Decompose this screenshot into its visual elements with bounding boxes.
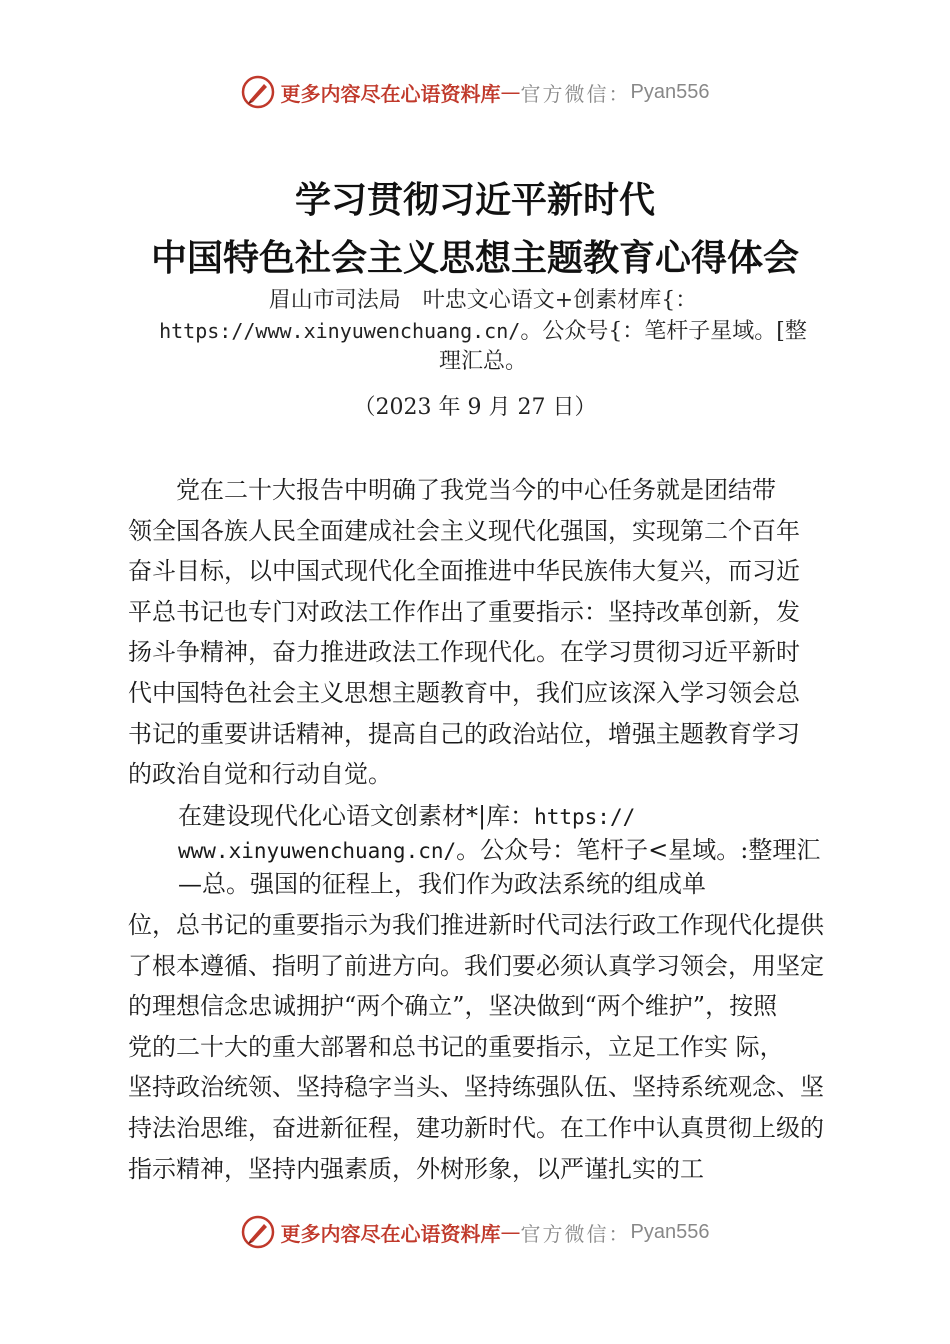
quill-logo-icon — [241, 1215, 275, 1249]
paragraph-line: 党的二十大的重大部署和总书记的重要指示，立足工作实 际， — [128, 1032, 784, 1061]
p2-line2-url: www.xinyuwenchuang.cn/ — [178, 839, 457, 863]
paragraph-line: 的理想信念忠诚拥护“两个确立”，坚决做到“两个维护”，按照 — [128, 992, 778, 1021]
document-title-line1: 学习贯彻习近平新时代 — [294, 180, 655, 221]
wechat-label: 官方微信： — [520, 81, 631, 106]
brand-text: 更多内容尽在心语资料库 — [280, 81, 501, 106]
paragraph-line: 奋斗目标，以中国式现代化全面推进中华民族伟大复兴，而习近 — [128, 557, 800, 586]
paragraph-line: 党在二十大报告中明确了我党当今的中心任务就是团结带 — [176, 476, 776, 504]
wechat-id: Pyan556 — [630, 80, 710, 103]
paragraph-2 — [178, 800, 848, 901]
paragraph-line: 了根本遵循、指明了前进方向。我们要必须认真学习领会，用坚定 — [128, 951, 824, 980]
paragraph-3 — [128, 905, 848, 1189]
paragraph-line: 的政治自觉和行动自觉。 — [128, 760, 392, 789]
paragraph-line: 平总书记也专门对政法工作作出了重要指示：坚持改革创新，发 — [128, 597, 800, 626]
paragraph-line: 扬斗争精神，奋力推进政法工作现代化。在学习贯彻习近平新时 — [128, 638, 800, 667]
byline-line3: 理汇总。 — [438, 349, 527, 374]
wechat-id: Pyan556 — [630, 1220, 710, 1243]
p2-line1-url: https:// — [534, 805, 636, 829]
paragraph-line — [178, 834, 848, 868]
paragraph-line: 位，总书记的重要指示为我们推进新时代司法行政工作现代化提供 — [128, 911, 824, 939]
footer-banner — [0, 1210, 950, 1254]
paragraph-line: 坚持政治统领、坚持稳字当头、坚持练强队伍、坚持系统观念、坚 — [128, 1073, 824, 1102]
quill-logo-icon — [241, 75, 275, 109]
header-banner — [0, 70, 950, 114]
byline — [118, 286, 848, 377]
banner-dash: — — [500, 1220, 521, 1244]
p2-line1-text: 在建设现代化心语文创素材*|库： — [178, 802, 535, 830]
byline-url: https://www.xinyuwenchuang.cn/ — [159, 319, 521, 343]
byline-line1: 眉山市司法局 叶忠文心语文+创素材库{： — [268, 288, 698, 313]
banner-dash: — — [500, 80, 521, 104]
paragraph-line: 代中国特色社会主义思想主题教育中，我们应该深入学习领会总 — [128, 678, 800, 707]
paragraph-line: 指示精神，坚持内强素质，外树形象，以严谨扎实的工 — [128, 1154, 704, 1183]
paragraph-line: —总。强国的征程上，我们作为政法系统的组成单 — [178, 870, 706, 898]
wechat-label: 官方微信： — [520, 1221, 631, 1246]
p2-line2-text: 。公众号：笔杆子<星域。:整理汇 — [456, 836, 821, 864]
brand-text: 更多内容尽在心语资料库 — [280, 1221, 501, 1246]
paragraph-1 — [128, 470, 848, 795]
paragraph-line: 持法治思维，奋进新征程，建功新时代。在工作中认真贯彻上级的 — [128, 1113, 824, 1142]
paragraph-line: 书记的重要讲话精神，提高自己的政治站位，增强主题教育学习 — [128, 719, 800, 748]
document-date: （2023 年 9 月 27 日） — [353, 395, 597, 420]
paragraph-line: 领全国各族人民全面建成社会主义现代化强国，实现第二个百年 — [128, 516, 800, 545]
byline-line2-rest: 。公众号{：笔杆子星域。[整 — [520, 319, 807, 344]
byline-line2 — [118, 316, 848, 347]
paragraph-line — [178, 800, 848, 834]
document-title-line2: 中国特色社会主义思想主题教育心得体会 — [150, 238, 799, 279]
